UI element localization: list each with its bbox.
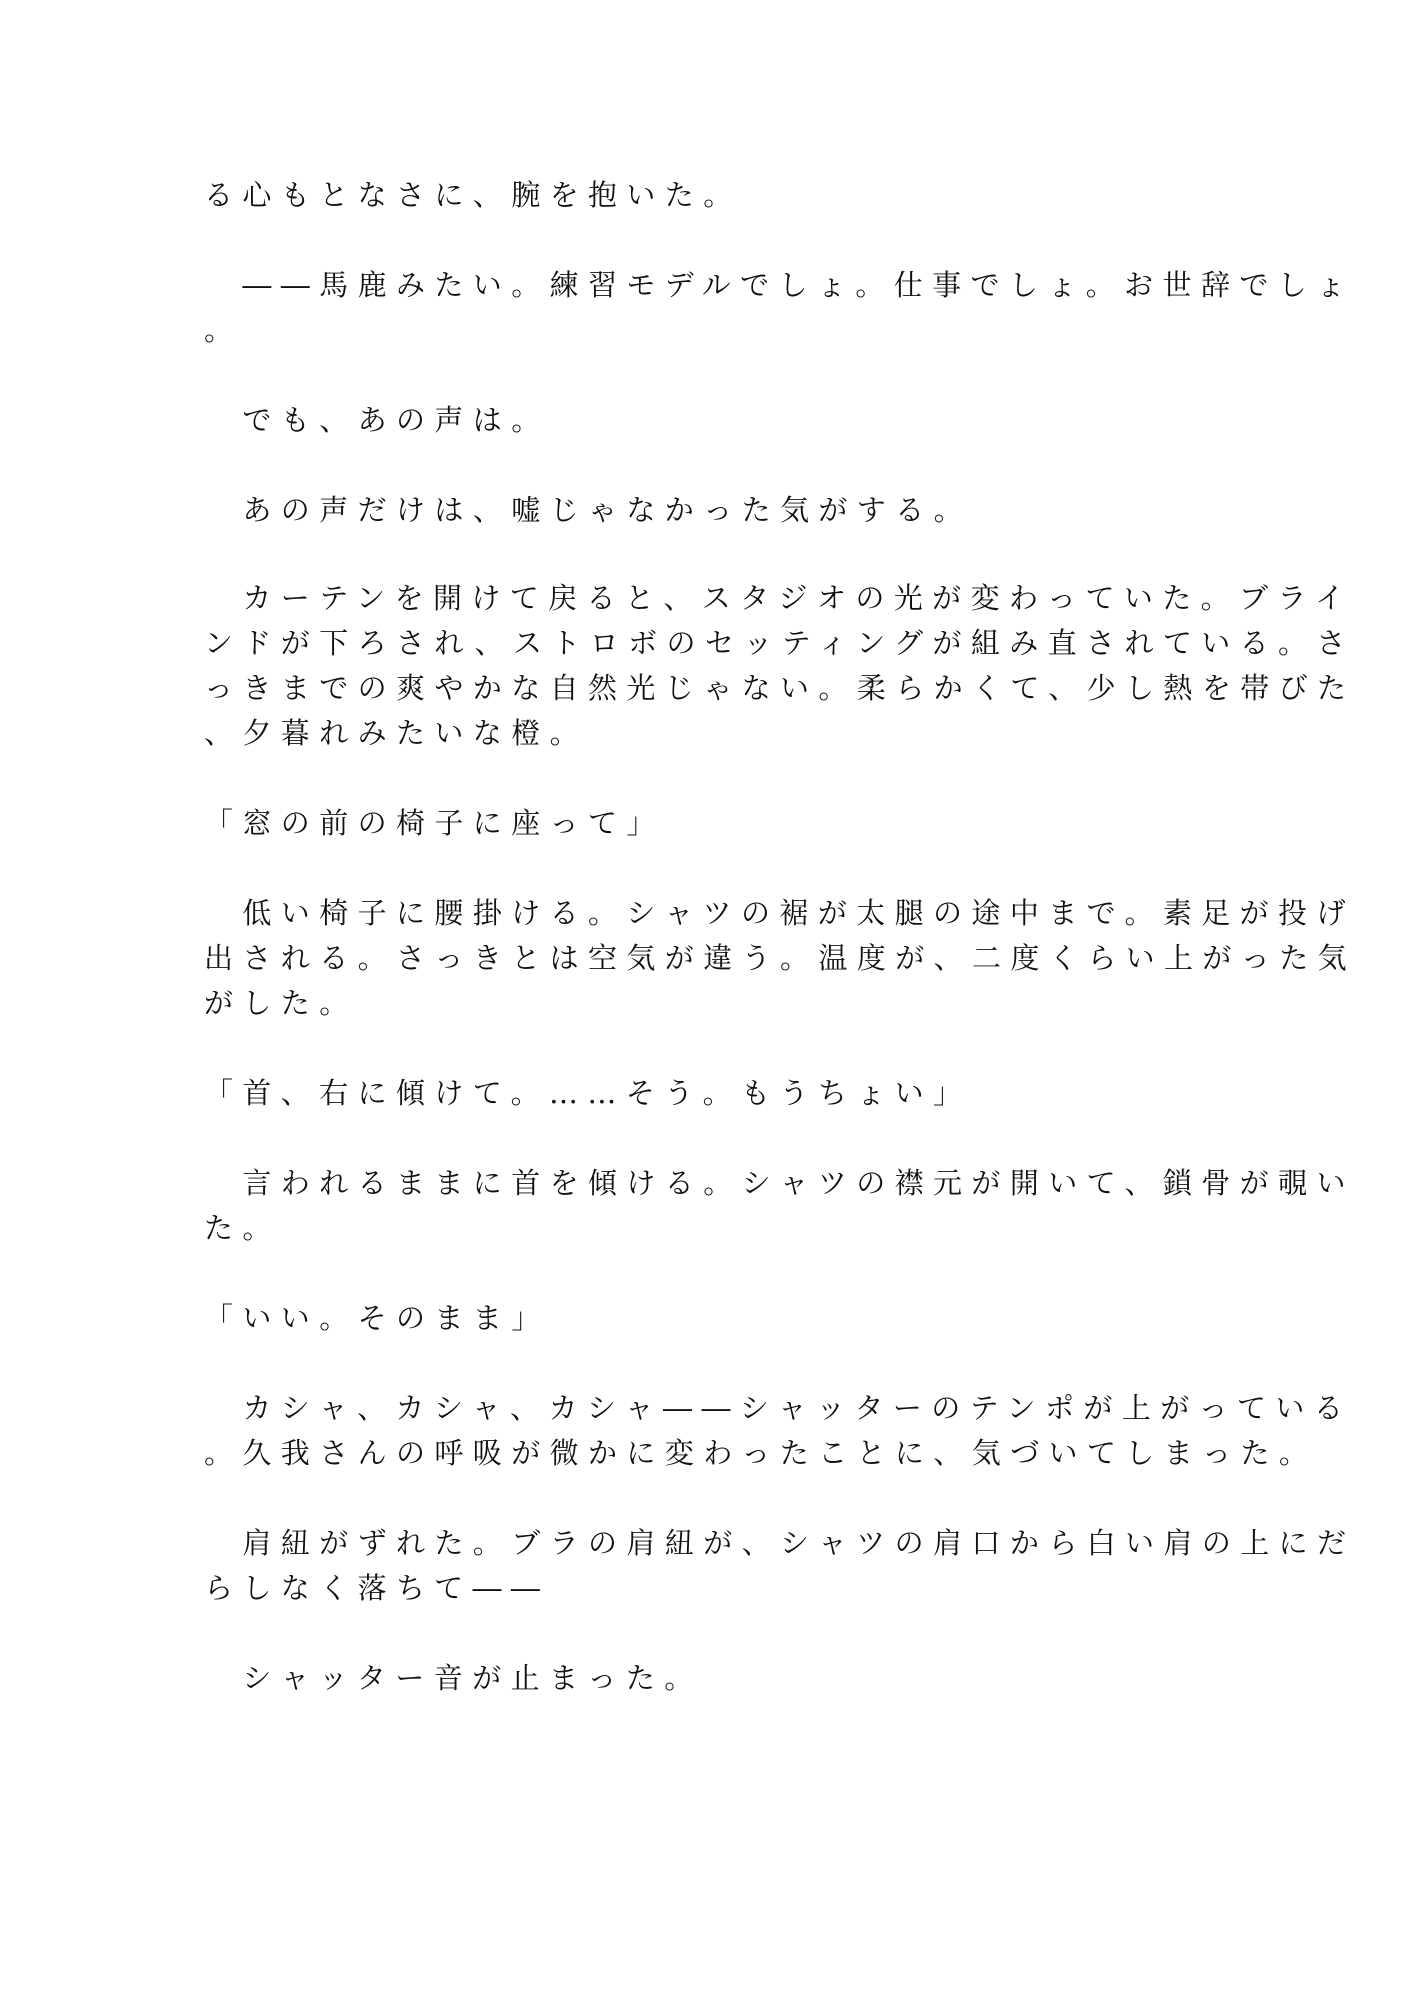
text-line: あの声だけは、嘘じゃなかった気がする。 <box>204 493 973 527</box>
text-line: カシャ、カシャ、カシャ――シャッターのテンポが上がっている <box>204 1391 1353 1425</box>
text-line: 。 <box>204 313 243 347</box>
text-line: 「首、右に傾けて。……そう。もうちょい」 <box>204 1076 972 1110</box>
text-line: らしなく落ちて―― <box>204 1571 550 1605</box>
text-line: 「いい。そのまま」 <box>204 1301 550 1335</box>
text-line: がした。 <box>204 986 358 1020</box>
text-line: 、夕暮れみたいな橙。 <box>204 716 589 750</box>
text-line: ――馬鹿みたい。練習モデルでしょ。仕事でしょ。お世辞でしょ <box>204 268 1355 302</box>
text-line: る心もとなさに、腕を抱いた。 <box>204 178 742 212</box>
text-line: っきまでの爽やかな自然光じゃない。柔らかくて、少し熱を帯びた <box>204 671 1356 705</box>
text-line: でも、あの声は。 <box>204 403 550 437</box>
text-line: 。久我さんの呼吸が微かに変わったことに、気づいてしまった。 <box>204 1436 1318 1470</box>
text-line: 肩紐がずれた。ブラの肩紐が、シャツの肩口から白い肩の上にだ <box>204 1526 1356 1560</box>
text-line: 言われるままに首を傾ける。シャツの襟元が開いて、鎖骨が覗い <box>204 1166 1355 1200</box>
text-line: た。 <box>204 1211 281 1245</box>
text-line: 出される。さっきとは空気が違う。温度が、二度くらい上がった気 <box>204 941 1357 975</box>
text-line: 「窓の前の椅子に座って」 <box>204 806 665 840</box>
text-line: 低い椅子に腰掛ける。シャツの裾が太腿の途中まで。素足が投げ <box>204 896 1355 930</box>
text-line: シャッター音が止まった。 <box>204 1661 703 1695</box>
text-line: カーテンを開けて戻ると、スタジオの光が変わっていた。ブライ <box>204 581 1354 615</box>
text-line: ンドが下ろされ、ストロボのセッティングが組み直されている。さ <box>204 626 1355 660</box>
